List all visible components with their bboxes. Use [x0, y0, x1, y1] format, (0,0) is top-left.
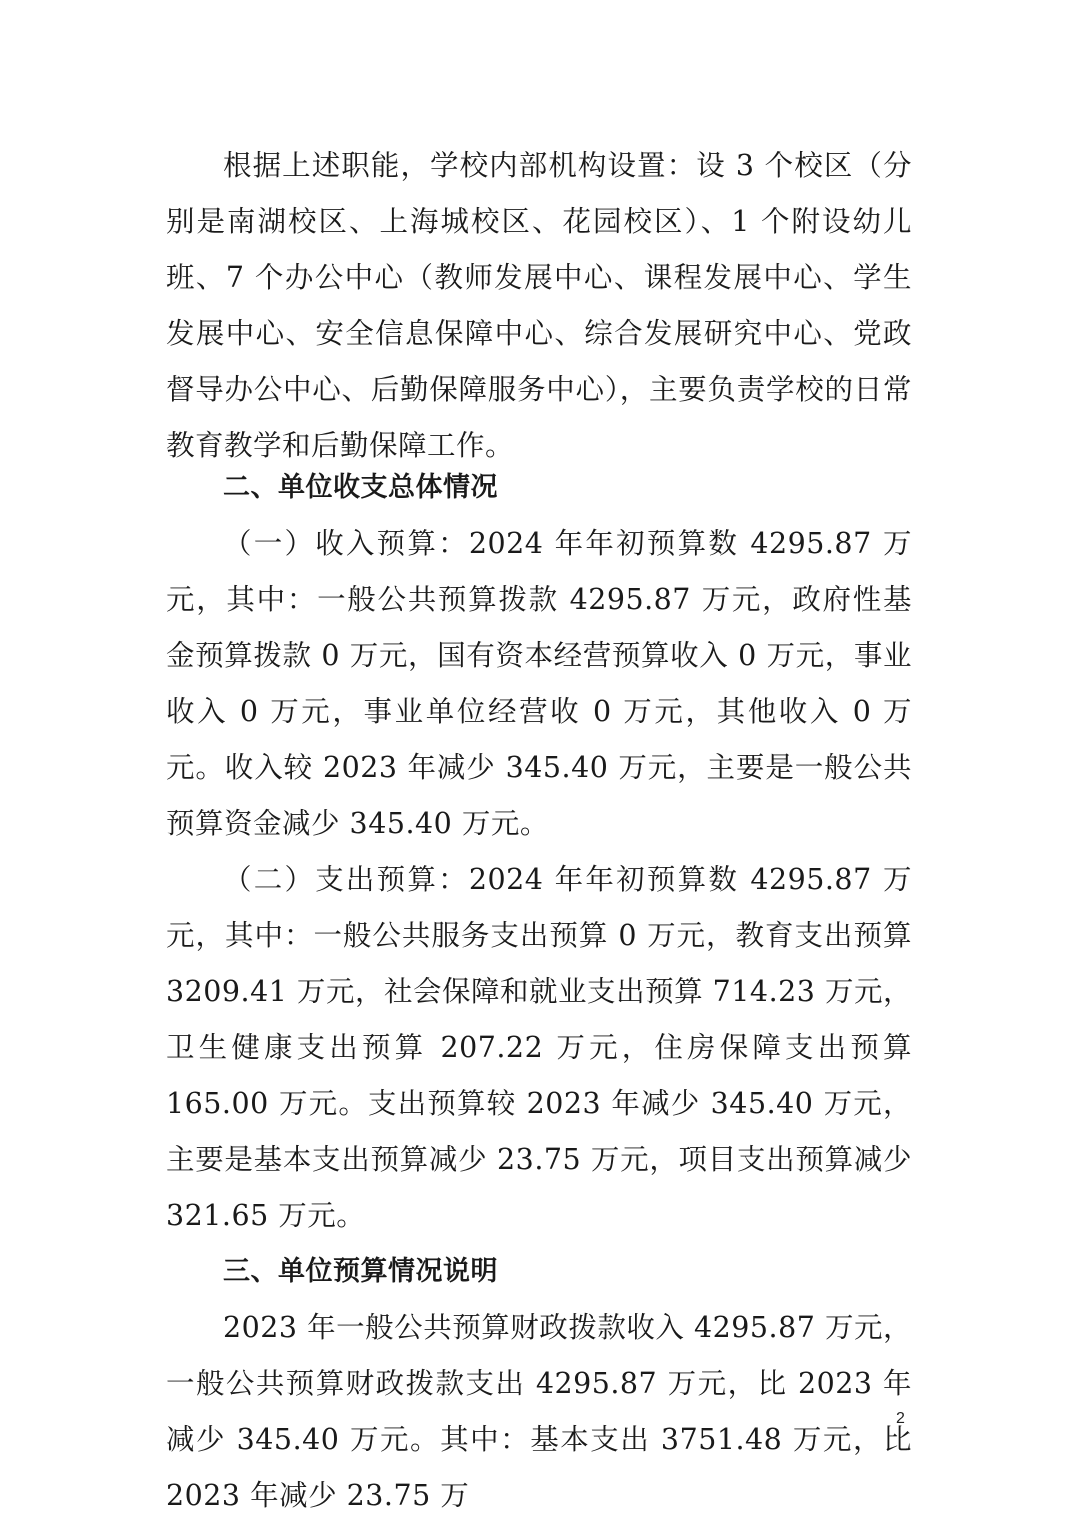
section-heading-income-expenditure: 二、单位收支总体情况 [223, 472, 498, 503]
body-text-top [166, 138, 912, 474]
paragraph-budget-description: 2023 年一般公共预算财政拨款收入 4295.87 万元，一般公共预算财政拨款支出 4295.87 万元，比 2023 年减少 345.40 万元。其中：基本支出 3751.48 万元，比 2023 年减少 23.75 万 [166, 1311, 912, 1512]
page-number: 2 [896, 1410, 905, 1427]
paragraph-expenditure-budget: （二）支出预算：2024 年年初预算数 4295.87 万元，其中：一般公共服务支出预算 0 万元，教育支出预算 3209.41 万元，社会保障和就业支出预算 714.23 万元，卫生健康支出预算 207.22 万元，住房保障支出预算 165.00 万元。支出预算较 2023 年减少 345.40 万元，主要是基本支出预算减少 23.75 万元，项目支出预算减少 321.65 万元。 [166, 863, 912, 1232]
section-heading-budget-description: 三、单位预算情况说明 [223, 1256, 498, 1287]
paragraph-institution-setup: 根据上述职能，学校内部机构设置：设 3 个校区（分别是南湖校区、上海城校区、花园校区）、1 个附设幼儿班、7 个办公中心（教师发展中心、课程发展中心、学生发展中心、安全信息保障中心、综合发展研究中心、党政督导办公中心、后勤保障服务中心），主要负责学校的日常教育教学和后勤保障工作。 [166, 149, 912, 462]
body-text-sections [166, 460, 912, 1524]
paragraph-income-budget: （一）收入预算：2024 年年初预算数 4295.87 万元，其中：一般公共预算拨款 4295.87 万元，政府性基金预算拨款 0 万元，国有资本经营预算收入 0 万元，事业收入 0 万元，事业单位经营收 0 万元，其他收入 0 万元。收入较 2023 年减少 345.40 万元，主要是一般公共预算资金减少 345.40 万元。 [166, 527, 912, 840]
